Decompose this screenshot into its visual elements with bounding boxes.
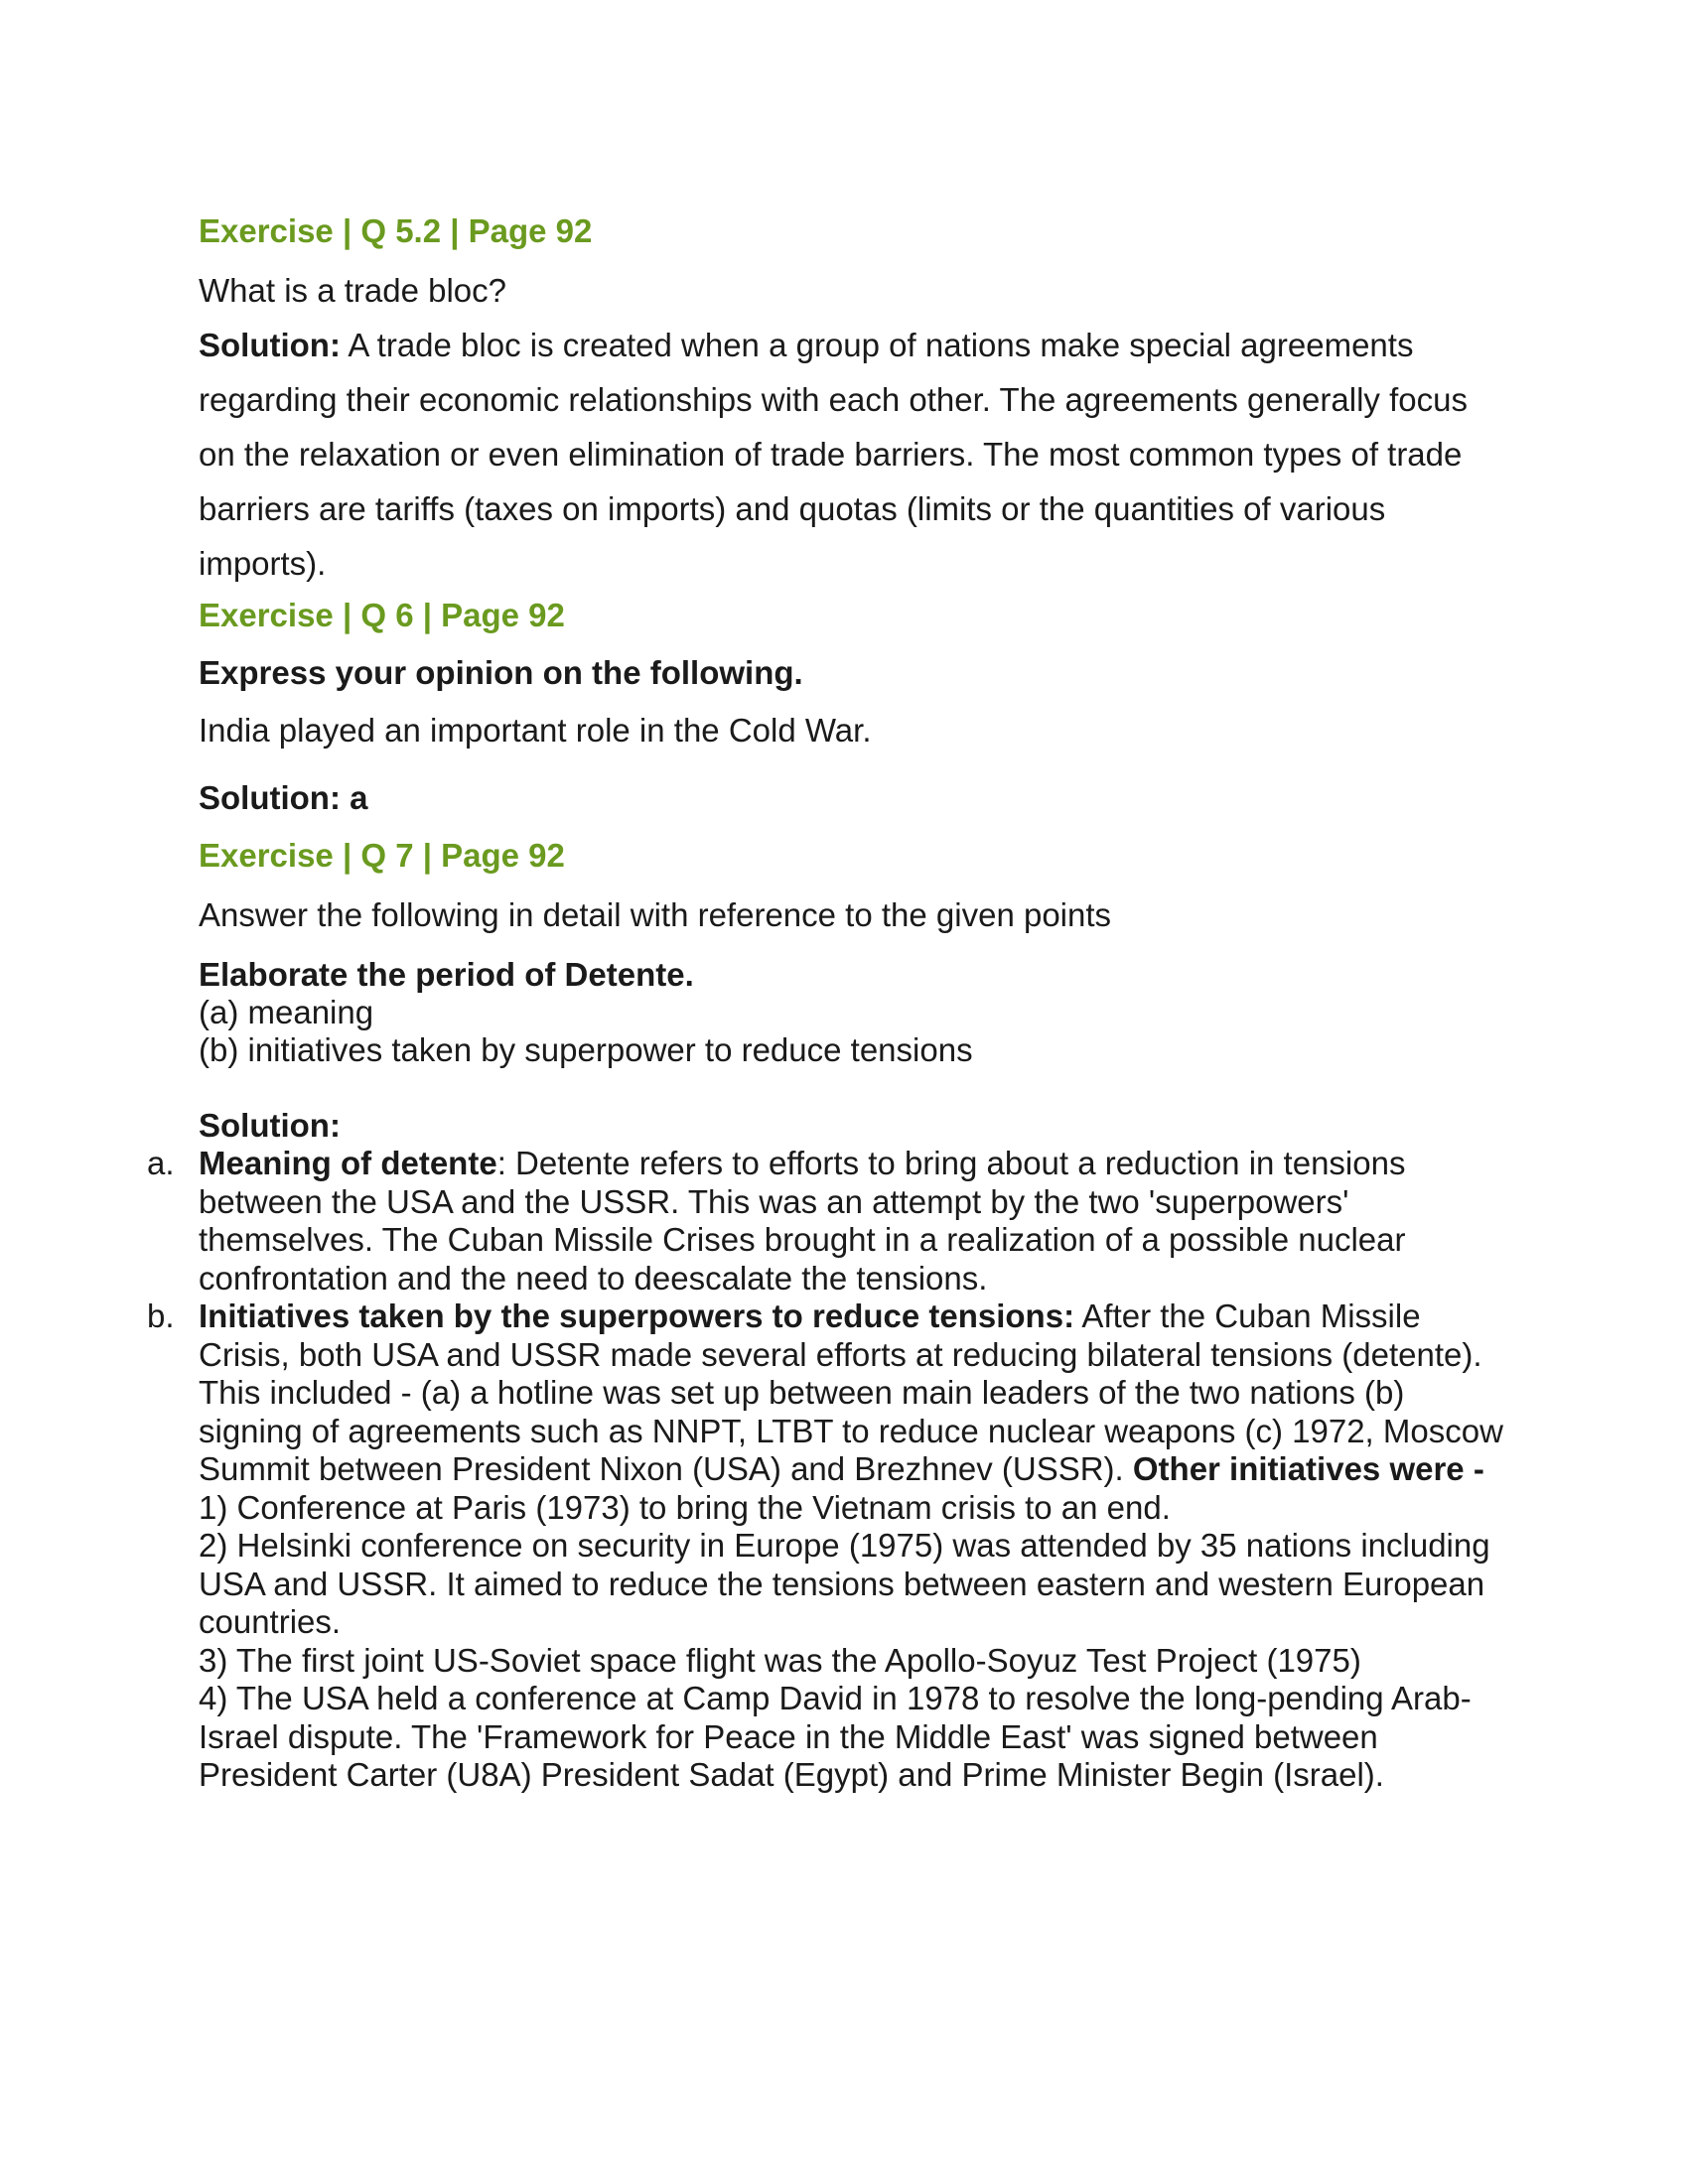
page-content [147,208,1509,1795]
instruction-q7: Answer the following in detail with reference to the given points [199,896,1112,933]
exercise-heading-q5-2: Exercise | Q 5.2 | Page 92 [199,212,593,249]
solution-label-q7: Solution: [199,1107,341,1144]
solution-label: Solution: [199,327,341,363]
initiative-item: 4) The USA held a conference at Camp David in 1978 to resolve the long-pending Arab-Israel dispute. The 'Framework for Peace in the Middle East' was signed between President Carter (U8A) President Sadat (Egypt) and Prime Minister Begin (Israel). [199,1680,1472,1793]
answer-label-other: Other initiatives were - [1132,1450,1484,1487]
answer-text: After the Cuban Missile Crisis, both USA and USSR made several efforts at reducing bilateral tensions (detente). This included - (a) a hotline was set up between main leaders of the two nations (b) signing of agreements such as NNPT, LTBT to reduce nuclear weapons (c) 1972, Moscow Summit between President Nixon (USA) and Brezhnev (USSR). [199,1297,1503,1487]
initiative-item: 2) Helsinki conference on security in Europe (1975) was attended by 35 nations including USA and USSR. It aimed to reduce the tensions between eastern and western European countries. [199,1527,1490,1640]
exercise-heading-q6: Exercise | Q 6 | Page 92 [199,597,565,633]
answer-item-a [147,1145,1509,1297]
solution-text: A trade bloc is created when a group of nations make special agreements regarding their economic relationships with each other. The agreements generally focus on the relaxation or even elimination of trade barriers. The most common types of trade barriers are tariffs (taxes on imports) and quotas (limits or the quantities of various imports). [199,327,1468,582]
question-q5-2: What is a trade bloc? [199,272,506,309]
initiative-item: 1) Conference at Paris (1973) to bring the Vietnam crisis to an end. [199,1488,1171,1526]
solution-q5-2 [199,318,1509,591]
answer-label: Initiatives taken by the superpowers to reduce tensions: [199,1297,1075,1334]
answer-label: Meaning of detente [199,1145,497,1181]
question-q7: Elaborate the period of Detente. [199,956,694,993]
list-marker: a. [147,1145,175,1181]
statement-q6: India played an important role in the Cold War. [199,712,872,749]
answer-list [147,1145,1509,1795]
initiative-item: 3) The first joint US-Soviet space flight was the Apollo-Soyuz Test Project (1975) [199,1641,1361,1679]
answer-item-b [147,1297,1509,1795]
answer-text: : Detente refers to efforts to bring about a reduction in tensions between the USA and the USSR. This was an attempt by the two 'superpowers' themselves. The Cuban Missile Crises brought in a realization of a possible nuclear confrontation and the need to deescalate the tensions. [199,1145,1406,1297]
point-a: (a) meaning [199,994,374,1030]
solution-q6: Solution: a [199,779,368,816]
instruction-q6: Express your opinion on the following. [199,654,803,691]
exercise-heading-q7: Exercise | Q 7 | Page 92 [199,837,565,874]
list-marker: b. [147,1297,175,1334]
point-b: (b) initiatives taken by superpower to reduce tensions [199,1031,973,1068]
